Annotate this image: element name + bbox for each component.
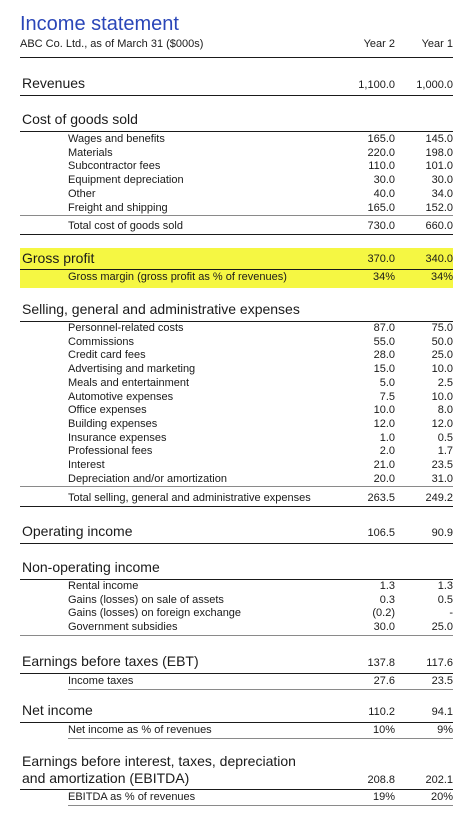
- line-item-year2: 87.0: [373, 322, 395, 334]
- line-item-year2: 2.0: [379, 445, 395, 458]
- line-item-label: Office expenses: [68, 404, 147, 417]
- line-item-year1: 1.7: [437, 445, 453, 458]
- line-item-year2: (0.2): [372, 607, 395, 620]
- line-item-year1: 198.0: [425, 146, 453, 159]
- operating-income-label: Operating income: [22, 523, 133, 539]
- operating-income-year1: 90.9: [431, 527, 453, 539]
- line-item-row: [20, 594, 453, 608]
- ebitda-label: Earnings before interest, taxes, depreciation and amortization (EBITDA): [22, 753, 296, 786]
- line-item-year2: 5.0: [379, 376, 395, 389]
- gross-margin-year1: 34%: [430, 271, 453, 283]
- ebitda-pct-year1: 20%: [430, 791, 453, 803]
- line-item-year1: 25.0: [431, 349, 453, 362]
- line-item-year2: 1.3: [379, 580, 395, 592]
- line-item-year2: 12.0: [373, 417, 395, 430]
- line-item-row: [20, 621, 453, 636]
- cogs-label: Cost of goods sold: [22, 111, 138, 127]
- operating-income-year2: 106.5: [367, 527, 395, 539]
- net-income-pct-row: [20, 724, 453, 738]
- sga-total-year2: 263.5: [367, 492, 395, 504]
- line-item-row: [20, 349, 453, 363]
- line-item-row: [20, 174, 453, 188]
- line-item-year2: 30.0: [373, 621, 395, 634]
- line-item-label: Insurance expenses: [68, 431, 167, 444]
- line-item-row: [20, 147, 453, 161]
- ebt-year1: 117.6: [426, 657, 453, 669]
- line-item-row: [20, 336, 453, 350]
- non-operating-label: Non-operating income: [22, 559, 160, 575]
- line-item-label: Depreciation and/or amortization: [68, 472, 227, 485]
- divider: [68, 689, 453, 690]
- income-taxes-label: Income taxes: [68, 675, 134, 687]
- line-item-year1: 8.0: [437, 404, 453, 417]
- line-item-year2: 220.0: [367, 146, 395, 159]
- net-income-label: Net income: [22, 702, 93, 718]
- revenues-row: [20, 75, 453, 96]
- line-item-row: [20, 432, 453, 446]
- cogs-total-label: Total cost of goods sold: [68, 220, 183, 232]
- gross-profit-year1: 340.0: [425, 253, 453, 265]
- line-item-row: [20, 133, 453, 147]
- line-item-year1: 50.0: [431, 335, 453, 348]
- cogs-total-year2: 730.0: [367, 220, 395, 232]
- line-item-year1: 145.0: [425, 133, 453, 145]
- line-item-year1: 1.3: [437, 580, 453, 592]
- revenues-year1: 1,000.0: [416, 79, 453, 91]
- sga-total-year1: 249.2: [425, 492, 453, 504]
- cogs-header: [20, 111, 453, 132]
- line-item-year2: 21.0: [373, 459, 395, 471]
- line-item-row: [20, 363, 453, 377]
- line-item-year2: 28.0: [373, 349, 395, 362]
- line-item-row: [20, 473, 453, 488]
- line-item-year2: 40.0: [373, 187, 395, 200]
- line-item-label: Wages and benefits: [68, 133, 165, 145]
- non-operating-header: [20, 559, 453, 580]
- line-item-row: [20, 404, 453, 418]
- line-item-label: Gains (losses) on sale of assets: [68, 593, 224, 606]
- cogs-total-row: [20, 217, 453, 235]
- line-item-row: [20, 418, 453, 432]
- line-item-label: Professional fees: [68, 445, 153, 458]
- line-item-label: Freight and shipping: [68, 201, 168, 214]
- line-item-year2: 1.0: [379, 431, 395, 444]
- line-item-row: [20, 391, 453, 405]
- sga-total-label: Total selling, general and administrative expenses: [68, 492, 311, 504]
- line-item-label: Personnel-related costs: [68, 322, 184, 334]
- line-item-label: Automotive expenses: [68, 390, 174, 403]
- line-item-year1: 25.0: [431, 621, 453, 634]
- line-item-year2: 20.0: [373, 472, 395, 485]
- page-subtitle: ABC Co. Ltd., as of March 31 ($000s): [20, 38, 204, 50]
- sga-total-row: [20, 489, 453, 507]
- line-item-year1: 34.0: [431, 187, 453, 200]
- net-income-pct-year1: 9%: [437, 724, 453, 736]
- gross-margin-row: [20, 271, 453, 285]
- line-item-year1: 101.0: [425, 160, 453, 173]
- column-header-year2: Year 2: [363, 38, 395, 50]
- gross-margin-year2: 34%: [372, 271, 395, 283]
- ebitda-row: [20, 753, 453, 790]
- line-item-label: Equipment depreciation: [68, 174, 184, 187]
- ebt-row: [20, 653, 453, 674]
- line-item-row: [20, 445, 453, 459]
- column-header-year1: Year 1: [421, 38, 453, 50]
- line-item-label: Rental income: [68, 580, 139, 592]
- line-item-year2: 55.0: [373, 335, 395, 348]
- line-item-row: [20, 188, 453, 202]
- line-item-year2: 110.0: [368, 160, 395, 173]
- line-item-year2: 30.0: [373, 174, 395, 187]
- net-income-pct-label: Net income as % of revenues: [68, 724, 212, 736]
- line-item-year1: 0.5: [437, 431, 453, 444]
- line-item-year1: 12.0: [431, 417, 453, 430]
- ebt-label: Earnings before taxes (EBT): [22, 653, 199, 669]
- line-item-year1: 31.0: [431, 472, 453, 485]
- gross-profit-row: [20, 249, 453, 270]
- line-item-row: [20, 607, 453, 621]
- ebitda-pct-label: EBITDA as % of revenues: [68, 791, 196, 803]
- sga-header: [20, 301, 453, 322]
- line-item-year1: 30.0: [431, 174, 453, 187]
- page-title: Income statement: [20, 13, 179, 35]
- line-item-year2: 0.3: [379, 593, 395, 606]
- gross-profit-label: Gross profit: [22, 250, 95, 266]
- line-item-label: Government subsidies: [68, 621, 178, 634]
- line-item-year2: 165.0: [367, 201, 395, 214]
- line-item-year2: 15.0: [373, 363, 395, 376]
- line-item-year2: 7.5: [379, 390, 395, 403]
- line-item-label: Advertising and marketing: [68, 363, 196, 376]
- line-item-label: Interest: [68, 459, 105, 471]
- line-item-row: [20, 377, 453, 391]
- ebitda-year1: 202.1: [425, 774, 453, 786]
- line-item-year1: 75.0: [431, 322, 453, 334]
- income-taxes-year1: 23.5: [431, 675, 453, 687]
- income-taxes-row: [20, 675, 453, 689]
- line-item-year2: 165.0: [367, 133, 395, 145]
- line-item-label: Credit card fees: [68, 349, 146, 362]
- line-item-row: [20, 202, 453, 217]
- line-item-row: [20, 322, 453, 336]
- line-item-year1: -: [449, 607, 453, 620]
- header-divider: [20, 57, 453, 58]
- income-taxes-year2: 27.6: [373, 675, 395, 687]
- line-item-year1: 2.5: [437, 376, 453, 389]
- line-item-row: [20, 580, 453, 594]
- ebitda-year2: 208.8: [367, 774, 395, 786]
- line-item-label: Building expenses: [68, 417, 158, 430]
- line-item-label: Meals and entertainment: [68, 376, 190, 389]
- line-item-year1: 23.5: [431, 459, 453, 471]
- line-item-label: Subcontractor fees: [68, 160, 161, 173]
- divider: [68, 805, 453, 806]
- line-item-year1: 0.5: [437, 593, 453, 606]
- ebitda-pct-year2: 19%: [372, 791, 395, 803]
- line-item-row: [20, 160, 453, 174]
- line-item-row: [20, 459, 453, 473]
- gross-margin-label: Gross margin (gross profit as % of revenues): [68, 271, 287, 283]
- ebt-year2: 137.8: [367, 657, 395, 669]
- net-income-pct-year2: 10%: [372, 724, 395, 736]
- net-income-year2: 110.2: [368, 706, 395, 718]
- net-income-row: [20, 702, 453, 723]
- divider: [68, 738, 453, 739]
- operating-income-row: [20, 523, 453, 544]
- cogs-total-year1: 660.0: [425, 220, 453, 232]
- gross-profit-year2: 370.0: [367, 253, 395, 265]
- line-item-label: Other: [68, 187, 96, 200]
- line-item-year2: 10.0: [373, 404, 395, 417]
- sga-label: Selling, general and administrative expenses: [22, 301, 300, 317]
- ebitda-pct-row: [20, 791, 453, 805]
- net-income-year1: 94.1: [431, 706, 453, 718]
- line-item-label: Commissions: [68, 335, 135, 348]
- line-item-year1: 10.0: [431, 363, 453, 376]
- line-item-year1: 10.0: [431, 390, 453, 403]
- line-item-year1: 152.0: [425, 201, 453, 214]
- line-item-label: Materials: [68, 146, 113, 159]
- revenues-label: Revenues: [22, 75, 86, 91]
- line-item-label: Gains (losses) on foreign exchange: [68, 607, 242, 620]
- revenues-year2: 1,100.0: [358, 79, 395, 91]
